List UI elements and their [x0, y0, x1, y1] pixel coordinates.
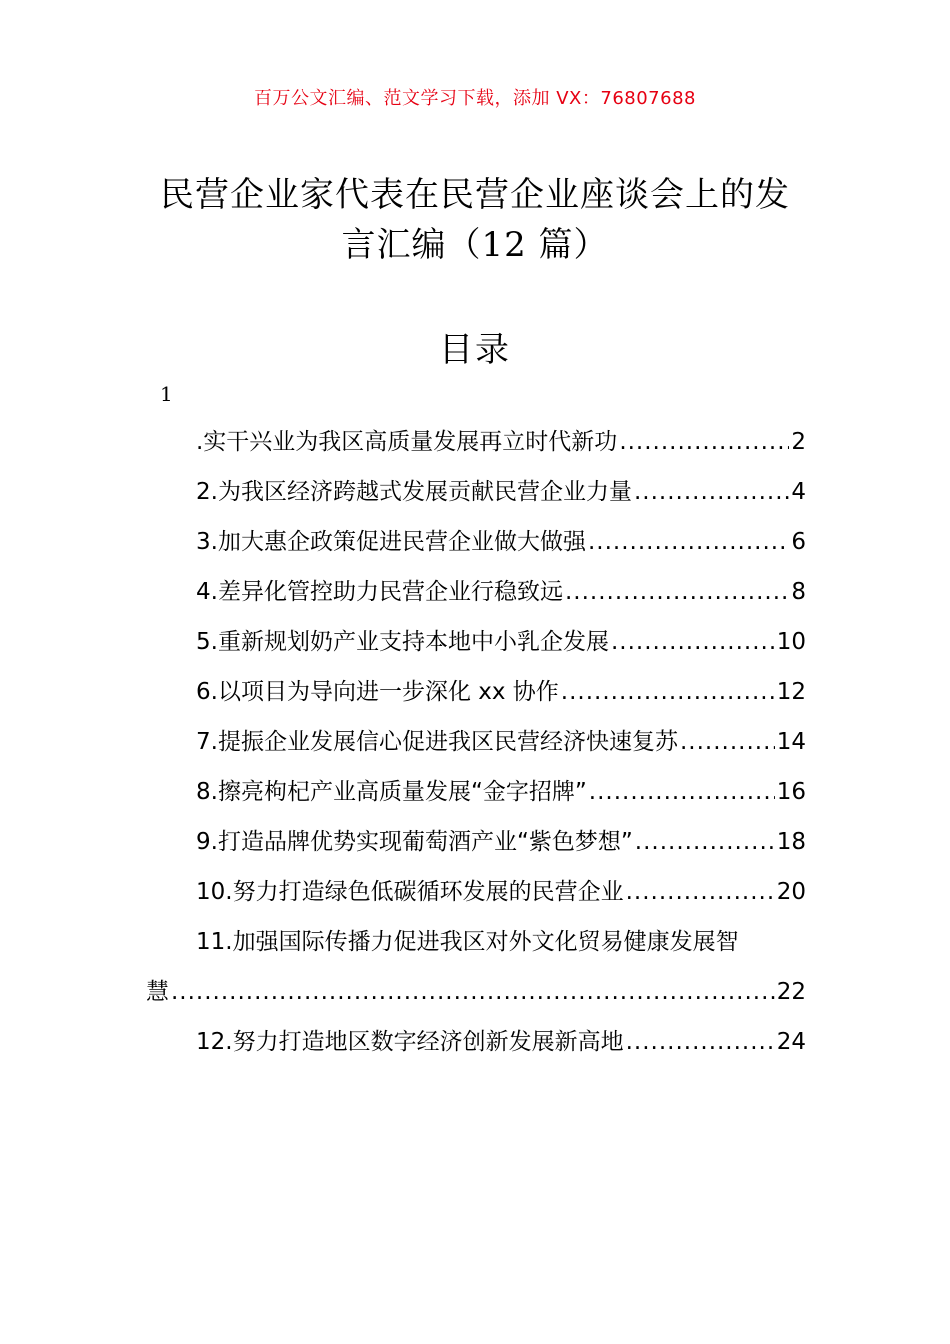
watermark-header: 百万公文汇编、范文学习下载，添加 VX：76807688 [254, 88, 696, 109]
toc-entry-7[interactable]: 7.提振企业发展信心促进我区民营经济快速复苏 ..... 14 [146, 726, 806, 758]
title-line-2: 言汇编（12 篇） [341, 225, 609, 265]
toc-entry-10[interactable]: 10.努力打造绿色低碳循环发展的民营企业 ..... 20 [146, 876, 806, 908]
toc-entry-4[interactable]: 4.差异化管控助力民营企业行稳致远 ..... 8 [146, 576, 806, 608]
stray-number: 1 [160, 382, 173, 406]
toc-entry-2[interactable]: 2.为我区经济跨越式发展贡献民营企业力量 ..... 4 [146, 476, 806, 508]
toc-entry-6[interactable]: 6.以项目为导向进一步深化 xx 协作 ..... 12 [146, 676, 806, 708]
toc-entry-9[interactable]: 9.打造品牌优势实现葡萄酒产业“紫色梦想” ..... 18 [146, 826, 806, 858]
toc-entry-11-line-2[interactable]: 慧 ..... 22 [146, 976, 806, 1008]
toc-entry-8[interactable]: 8.擦亮枸杞产业高质量发展“金字招牌” ..... 16 [146, 776, 806, 808]
title-line-1: 民营企业家代表在民营企业座谈会上的发 [160, 175, 790, 215]
toc-entry-1[interactable]: .实干兴业为我区高质量发展再立时代新功 ..... 2 [146, 426, 806, 458]
toc-entry-5[interactable]: 5.重新规划奶产业支持本地中小乳企发展 ..... 10 [146, 626, 806, 658]
toc-entry-12[interactable]: 12.努力打造地区数字经济创新发展新高地 ..... 24 [146, 1026, 806, 1058]
toc-entry-3[interactable]: 3.加大惠企政策促进民营企业做大做强 ..... 6 [146, 526, 806, 558]
page-title [100, 170, 850, 270]
toc-entry-11-line-1[interactable]: 11.加强国际传播力促进我区对外文化贸易健康发展智 [196, 929, 739, 955]
toc-heading: 目录 [439, 330, 511, 370]
